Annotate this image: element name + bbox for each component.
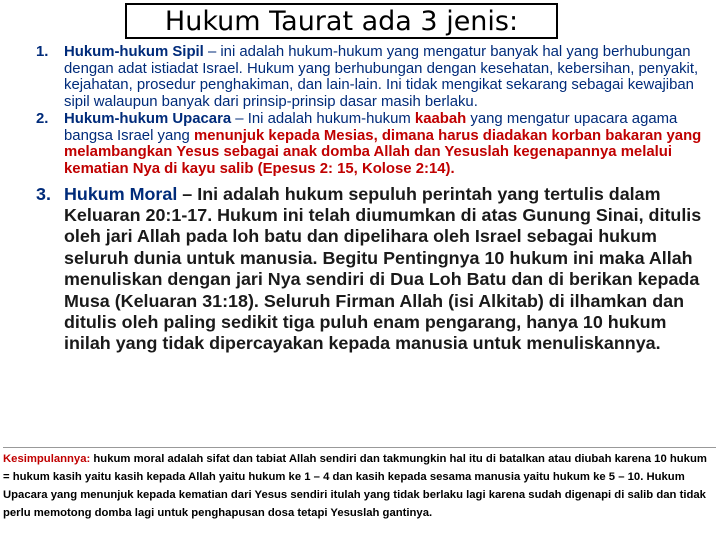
law-types-list [24,44,714,355]
moral-law-paragraph [64,184,714,355]
conclusion-label: Kesimpulannya: [3,453,91,465]
list-number: 1. [36,44,49,60]
conclusion-text-block [3,447,716,537]
list-item-civil-law [24,44,714,111]
civil-law-text: – ini adalah hukum-hukum yang mengatur banyak hal yang berhubungan dengan adat istiadat Israel. Hukum yang berhubungan dengan kesehatan, kebersihan, penyakit, kejahatan, prosedur penghakiman, dan lain-lain. Ini tidak mengikat sekarang sebagai kewajiban sipil walaupun banyak dari prinsip-prinsip dasar masih berlaku. [64,44,699,111]
conclusion-text: hukum moral adalah sifat dan tabiat Allah sendiri dan takmungkin hal itu di batalkan atau diubah karena 10 hukum = hukum kasih yaitu kasih kepada Allah yaitu hukum ke 1 – 4 dan kasih kepada sesama manusia yaitu hukum ke 5 – 10. Hukum Upacara yang menunjuk kepada kematian dari Yesus sendiri itulah yang tidak berlaku lagi karena sudah digenapi di salib dan tidak perlu memotong domba lagi untuk penghapusan dosa tetapi Yesuslah gantinya. [3,453,707,519]
moral-law-text: – Ini adalah hukum sepuluh perintah yang tertulis dalam Keluaran 20:1-17. Hukum ini telah diumumkan di atas Gunung Sinai, ditulis oleh jari Allah pada loh batu dan dipelihara oleh Israel sebagai hukum seluruh dunia untuk manusia. Begitu Pentingnya 10 hukum ini maka Allah menuliskan dengan jari Nya sendiri di Dua Loh Batu dan di berikan kepada Musa (Keluaran 31:18). Seluruh Firman Allah (isi Alkitab) di ilhamkan dan ditulis oleh paling sedikit tiga puluh enam pengarang, hanya 10 hukum inilah yang tidak dipercayakan kepada manusia untuk menuliskannya. [64,183,702,354]
civil-law-heading: Hukum-hukum Sipil [64,44,204,60]
ceremonial-law-text-1: – Ini adalah hukum-hukum [231,110,415,127]
list-item-moral-law [24,184,714,355]
ceremonial-law-highlight-kaabah: kaabah [414,110,467,127]
ceremonial-law-text-2: yang mengatur upacara agama bangsa Israel yang [64,110,678,144]
list-number: 3. [36,183,51,204]
list-item-ceremonial-law [24,111,714,178]
ceremonial-law-heading: Hukum-hukum Upacara [64,110,232,127]
moral-law-heading: Hukum Moral [64,183,178,204]
slide-title: Hukum Taurat ada 3 jenis: [164,5,519,37]
slide-title-box [125,3,558,39]
ceremonial-law-highlight-messiah: menunjuk kepada Mesias [193,127,374,144]
ceremonial-law-text-3: , dimana harus diadakan korban bakaran yang melambangkan Yesus sebagai anak domba Allah dan Yesuslah kegenapannya melalui kematian Nya di kayu salib (Epesus 2: 15, Kolose 2:14). [64,127,702,177]
list-number: 2. [36,110,49,127]
